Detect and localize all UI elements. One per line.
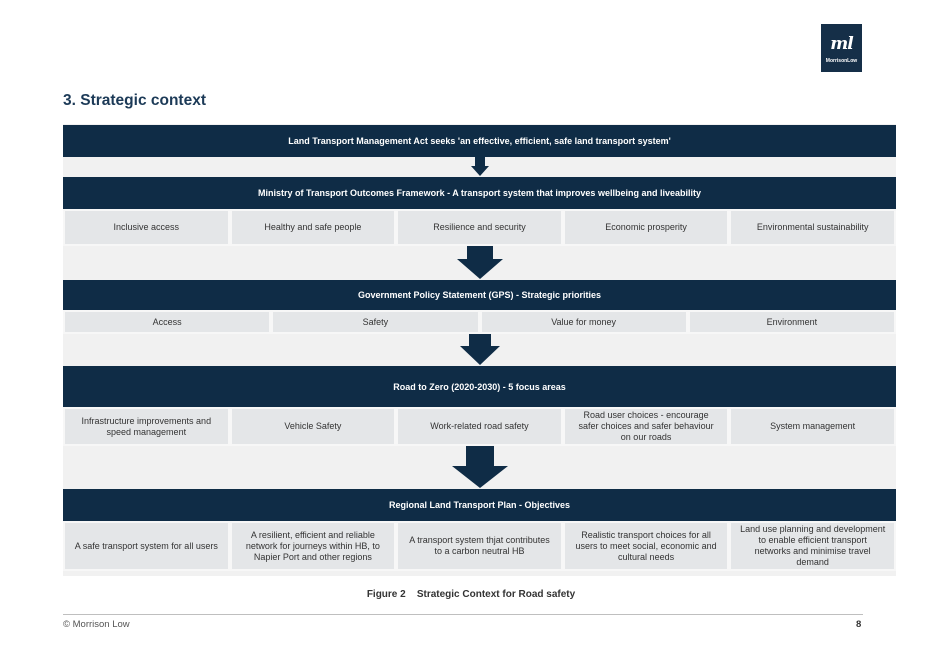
mot-outcome-environmental-sustainability: Environmental sustainability <box>729 209 896 246</box>
rtz-focus-infrastructure: Infrastructure improvements and speed management <box>63 407 230 446</box>
down-arrow-icon <box>63 157 896 177</box>
rtz-focus-areas-row <box>63 407 896 446</box>
morrison-low-logo <box>821 24 862 72</box>
rltp-objective-resilient-network: A resilient, efficient and reliable network for journeys within HB, to Napier Port and other regions <box>230 521 397 571</box>
gps-banner: Government Policy Statement (GPS) - Strategic priorities <box>63 280 896 310</box>
mot-outcomes-row <box>63 209 896 246</box>
gps-priority-value-for-money: Value for money <box>480 310 688 334</box>
section-title: 3. Strategic context <box>63 92 206 109</box>
gps-priority-access: Access <box>63 310 271 334</box>
rltp-objective-land-use-planning: Land use planning and development to enable efficient transport networks and minimise travel demand <box>729 521 896 571</box>
gps-priorities-row <box>63 310 896 334</box>
logo-mark: ml <box>830 34 853 54</box>
page-number: 8 <box>856 619 862 630</box>
figure-caption: Figure 2 Strategic Context for Road safety <box>366 589 576 600</box>
rtz-focus-work-related: Work-related road safety <box>396 407 563 446</box>
rtz-focus-road-user-choices: Road user choices - encourage safer choices and safer behaviour on our roads <box>563 407 730 446</box>
rltp-banner: Regional Land Transport Plan - Objectives <box>63 489 896 521</box>
rtz-focus-vehicle-safety: Vehicle Safety <box>230 407 397 446</box>
down-arrow-icon <box>63 446 896 489</box>
footer-divider <box>63 614 863 615</box>
rltp-objective-transport-choices: Realistic transport choices for all users to meet social, economic and cultural needs <box>563 521 730 571</box>
mot-outcome-resilience-security: Resilience and security <box>396 209 563 246</box>
rltp-objectives-row <box>63 521 896 571</box>
lta-banner: Land Transport Management Act seeks 'an effective, efficient, safe land transport system' <box>63 125 896 157</box>
strategic-context-diagram <box>63 124 896 576</box>
gps-priority-environment: Environment <box>688 310 896 334</box>
rtz-focus-system-management: System management <box>729 407 896 446</box>
down-arrow-icon <box>63 334 896 366</box>
rtz-banner: Road to Zero (2020-2030) - 5 focus areas <box>63 366 896 407</box>
down-arrow-icon <box>63 246 896 280</box>
gps-priority-safety: Safety <box>271 310 479 334</box>
mot-banner: Ministry of Transport Outcomes Framework - A transport system that improves wellbeing and liveability <box>63 177 896 209</box>
logo-brand: MorrisonLow <box>825 58 858 64</box>
rltp-objective-safe-system: A safe transport system for all users <box>63 521 230 571</box>
mot-outcome-economic-prosperity: Economic prosperity <box>563 209 730 246</box>
mot-outcome-inclusive-access: Inclusive access <box>63 209 230 246</box>
mot-outcome-healthy-safe-people: Healthy and safe people <box>230 209 397 246</box>
footer-copyright: © Morrison Low <box>63 619 130 630</box>
rltp-objective-carbon-neutral: A transport system thjat contributes to a carbon neutral HB <box>396 521 563 571</box>
